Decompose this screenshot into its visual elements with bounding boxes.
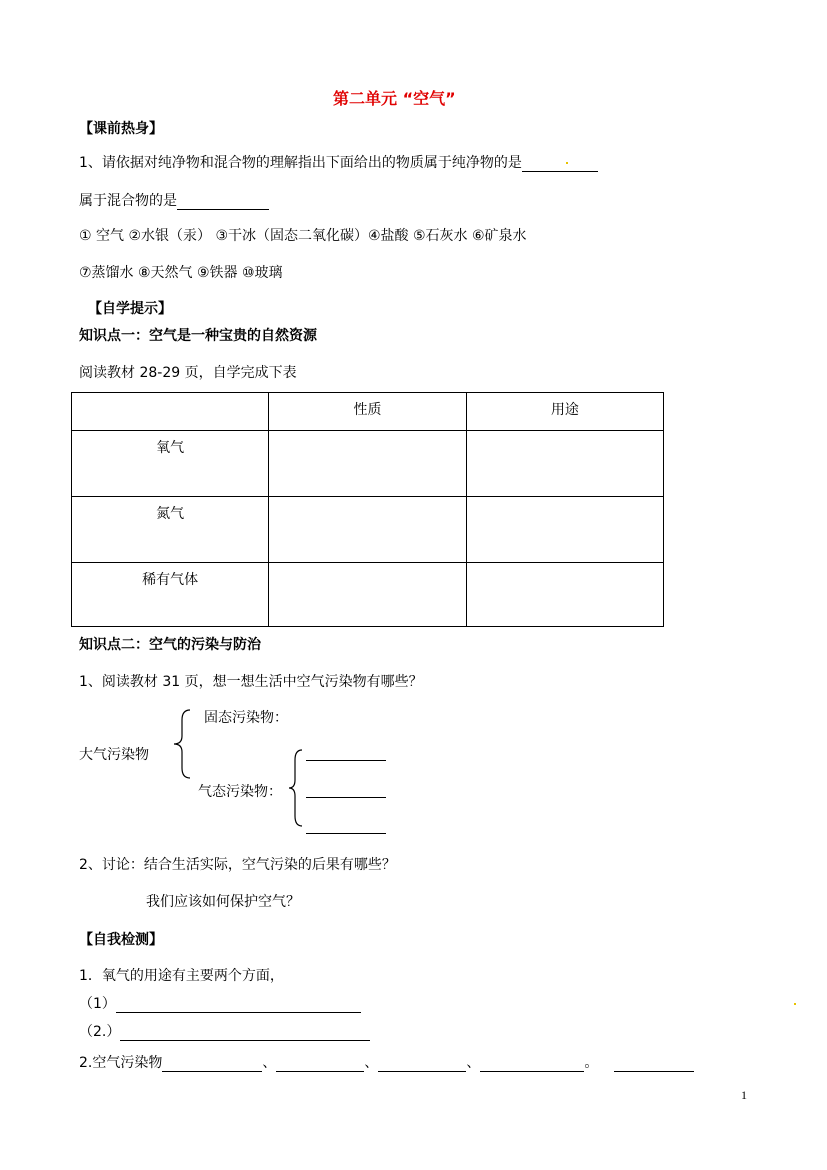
kp1-heading: 知识点一：空气是一种宝贵的自然资源 xyxy=(79,328,317,344)
selfcheck-q1a xyxy=(79,993,361,1013)
page-number: 1 xyxy=(741,1088,747,1102)
separator: 、 xyxy=(262,1055,277,1071)
q1-text: 1、请依据对纯净物和混合物的理解指出下面给出的物质属于纯净物的是 xyxy=(79,155,522,171)
q1b-label: （2.） xyxy=(79,1024,121,1040)
selfstudy-heading: 【自学提示】 xyxy=(88,301,172,317)
q2-blank-5[interactable] xyxy=(614,1057,694,1072)
table-row xyxy=(72,497,664,563)
q2-blank-1[interactable] xyxy=(162,1057,262,1072)
diagram-root-label: 大气污染物 xyxy=(79,747,149,763)
pure-answer-blank[interactable] xyxy=(522,157,598,172)
kp2-question2b: 我们应该如何保护空气？ xyxy=(146,894,300,910)
items-line1: ① 空气 ②水银（汞） ③干冰（固态二氧化碳）④盐酸 ⑤石灰水 ⑥矿泉水 xyxy=(79,228,527,244)
brace-small xyxy=(286,748,308,828)
table-cell[interactable] xyxy=(466,497,663,563)
gas-pollutant-label: 气态污染物： xyxy=(198,784,282,800)
items-line2: ⑦蒸馏水 ⑧天然气 ⑨铁器 ⑩玻璃 xyxy=(79,265,283,281)
properties-table xyxy=(71,392,664,627)
table-header-row xyxy=(72,393,664,431)
table-cell[interactable] xyxy=(466,431,663,497)
kp1-instruction: 阅读教材 28-29 页，自学完成下表 xyxy=(79,365,297,381)
table-row xyxy=(72,431,664,497)
selfcheck-heading: 【自我检测】 xyxy=(79,932,163,948)
q1a-label: （1） xyxy=(79,996,116,1012)
q1-mixture-text: 属于混合物的是 xyxy=(79,193,177,209)
mark-dot xyxy=(566,162,568,164)
mixture-answer-blank[interactable] xyxy=(177,195,269,210)
table-row xyxy=(72,563,664,627)
selfcheck-q1b xyxy=(79,1021,370,1041)
row-label: 稀有气体 xyxy=(72,563,269,627)
gas-blank-3[interactable] xyxy=(306,833,386,834)
separator: 、 xyxy=(364,1055,379,1071)
brace-large xyxy=(170,708,200,780)
kp2-heading: 知识点二：空气的污染与防治 xyxy=(79,637,261,653)
q2-label: 2.空气污染物 xyxy=(79,1055,163,1071)
warmup-heading: 【课前热身】 xyxy=(79,121,163,137)
table-header-cell: 性质 xyxy=(269,393,466,431)
sentence-end: 。 xyxy=(584,1055,599,1071)
gas-blank-2[interactable] xyxy=(306,797,386,798)
row-label: 氧气 xyxy=(72,431,269,497)
table-cell[interactable] xyxy=(269,563,466,627)
selfcheck-q2 xyxy=(79,1052,694,1072)
mark-dot xyxy=(794,1003,796,1005)
q1-line2 xyxy=(79,190,269,210)
q1-line1 xyxy=(79,152,598,172)
kp2-question1: 1、阅读教材 31 页，想一想生活中空气污染物有哪些？ xyxy=(79,674,423,690)
q2-blank-4[interactable] xyxy=(480,1057,584,1072)
row-label: 氮气 xyxy=(72,497,269,563)
page-title: 第二单元 “空气” xyxy=(333,89,456,108)
selfcheck-q1: 1．氧气的用途有主要两个方面， xyxy=(79,968,284,984)
table-header-cell: 用途 xyxy=(466,393,663,431)
q1a-answer-blank[interactable] xyxy=(116,998,361,1013)
separator: 、 xyxy=(466,1055,481,1071)
kp2-question2: 2、讨论：结合生活实际，空气污染的后果有哪些？ xyxy=(79,857,396,873)
table-cell[interactable] xyxy=(269,431,466,497)
solid-pollutant-label: 固态污染物： xyxy=(204,710,288,726)
q2-blank-2[interactable] xyxy=(276,1057,364,1072)
table-header-cell xyxy=(72,393,269,431)
table-cell[interactable] xyxy=(269,497,466,563)
table-cell[interactable] xyxy=(466,563,663,627)
q2-blank-3[interactable] xyxy=(378,1057,466,1072)
q1b-answer-blank[interactable] xyxy=(120,1026,370,1041)
gas-blank-1[interactable] xyxy=(306,760,386,761)
